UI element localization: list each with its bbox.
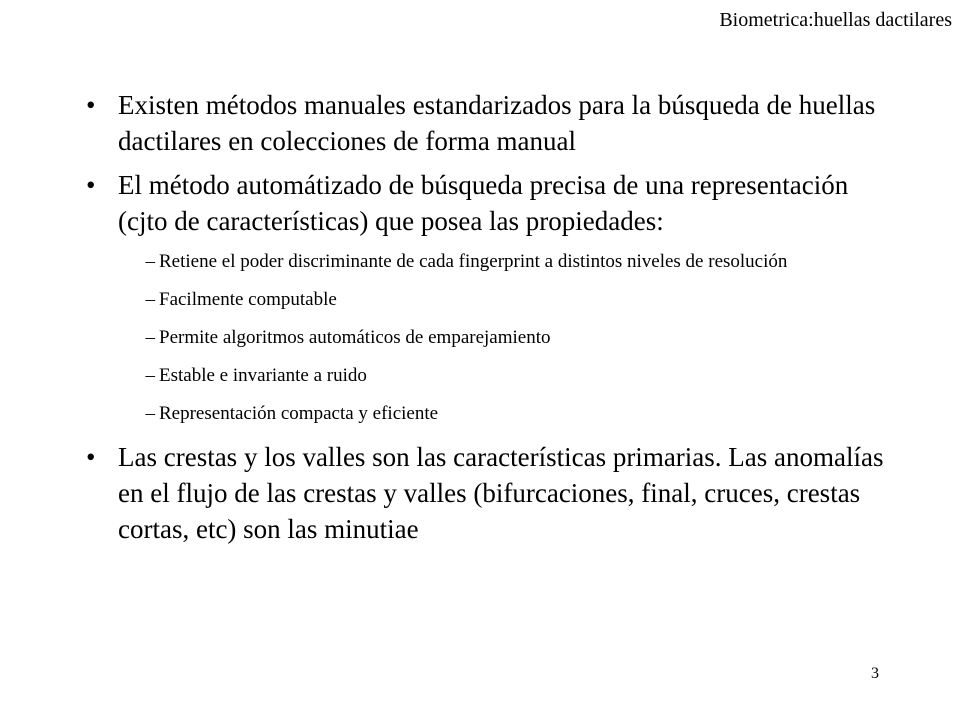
bullet-item-1 [86,87,886,159]
sub-item-1 [86,249,886,274]
sub-item-marker: – [145,251,155,272]
sub-item-marker: – [145,327,155,348]
sub-item-marker: – [145,403,155,424]
sub-item-text: Retiene el poder discriminante de cada fingerprint a distintos niveles de resolución [159,251,788,272]
sub-item-3 [86,325,886,350]
sub-item-text: Estable e invariante a ruido [159,365,367,386]
slide-content [86,87,886,555]
slide-header-title: Biometrica:huellas dactilares [719,9,952,31]
sub-item-text: Permite algoritmos automáticos de emparejamiento [159,327,551,348]
sub-item-list [86,249,886,426]
sub-item-5 [86,401,886,426]
sub-item-marker: – [145,289,155,310]
bullet-marker: • [86,442,96,472]
bullet-text: El método automátizado de búsqueda precisa de una representación (cjto de características) que posea las propiedades: [118,170,849,236]
bullet-item-3 [86,439,886,547]
sub-item-text: Facilmente computable [159,289,337,310]
bullet-marker: • [86,90,96,120]
sub-item-4 [86,363,886,388]
bullet-marker: • [86,170,96,200]
bullet-text: Existen métodos manuales estandarizados para la búsqueda de huellas dactilares en colecciones de forma manual [118,90,876,156]
sub-item-2 [86,287,886,312]
sub-item-marker: – [145,365,155,386]
page-number: 3 [871,665,879,682]
bullet-item-2 [86,167,886,239]
sub-item-text: Representación compacta y eficiente [159,403,439,424]
bullet-text: Las crestas y los valles son las características primarias. Las anomalías en el flujo de las crestas y valles (bifurcaciones, final, cruces, crestas cortas, etc) son las minutiae [118,442,884,544]
